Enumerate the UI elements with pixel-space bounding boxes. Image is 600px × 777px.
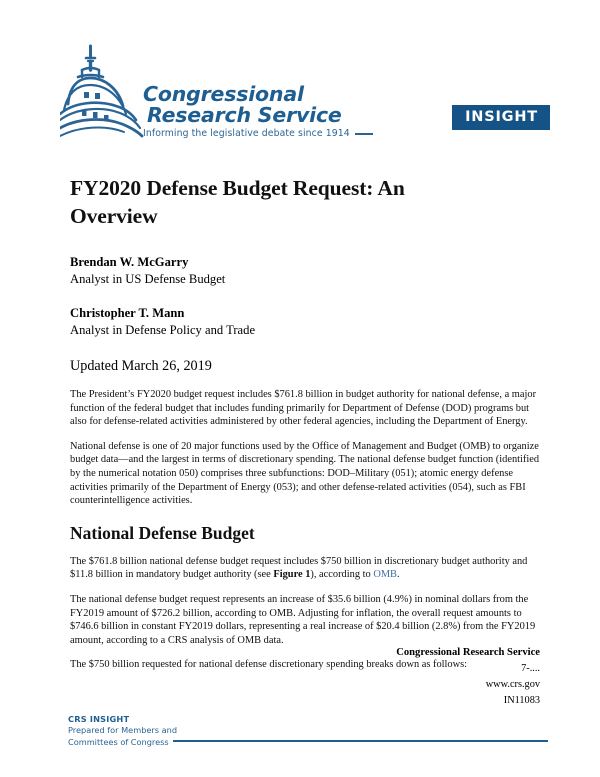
intro-paragraph-1: The President’s FY2020 budget request includes $761.8 billion in budget authority for national defense, a major function of the federal budget that includes funding primarily for Department of Defense (DOD) programs but also for defense-related activities administered by other federal agencies, including the Department of Energy. [70,389,537,428]
intro-paragraph-2: National defense is one of 20 major functions used by the Office of Management and Budget (OMB) to organize budget data—and the largest in terms of discretionary spending. The national defense budget function (identified by the numerical notation 050) comprises three subfunctions: DOD–Military (051); atomic energy defense activities primarily of the Department of Energy (053); and other defense-related activities (054), such as FBI counterintelligence activities. [70,440,540,507]
tagline-text: Informing the legislative debate since 1914 [143,128,350,139]
section-p1-text-c: . [397,569,400,581]
wordmark-line-1: Congressional [143,82,304,106]
author-block-2 [70,305,540,339]
crs-tagline [143,128,423,139]
omb-link[interactable]: OMB [373,569,397,581]
footer-prepared-row [68,737,548,749]
page-title: FY2020 Defense Budget Request: An Overview [70,176,405,228]
section-heading-national-defense-budget: National Defense Budget [70,522,255,543]
figure-reference: Figure 1 [273,569,311,581]
section-p1-text-b: ), according to [310,569,374,581]
author-role: Analyst in Defense Policy and Trade [70,323,256,337]
author-block-1 [70,254,540,288]
crs-logo [60,44,360,152]
wordmark-line-2: Research Service [147,103,342,127]
updated-date: Updated March 26, 2019 [70,358,212,374]
author-name: Brendan W. McGarry [70,255,189,269]
section-p1-text-a: The $761.8 billion national defense budget request includes $750 billion in discretionary budget authority and $11.8 billion in mandatory budget authority (see [70,555,528,581]
footer-organization: Congressional Research Service [396,647,540,658]
crs-wordmark [143,84,373,126]
section-paragraph-1 [70,555,540,582]
footer-report-number: IN11083 [503,695,540,706]
footer-prepared-line-1: Prepared for Members and [68,725,178,735]
author-name: Christopher T. Mann [70,306,185,320]
document-content [70,174,540,683]
footer-left [68,714,548,748]
crs-insight-label: CRS INSIGHT [68,714,130,724]
insight-badge: INSIGHT [452,105,550,130]
footer-right [290,645,540,709]
footer-phone: 7-.... [521,663,540,674]
masthead [60,44,550,154]
tagline-rule [355,133,373,135]
section-paragraph-2: The national defense budget request represents an increase of $35.6 billion (4.9%) in nominal dollars from the FY2019 amount of $726.2 billion, according to OMB. Adjusting for inflation, the overall request amounts to $746.6 billion in constant FY2019 dollars, representing a real increase of $20.4 billion (2.8%) from the FY2019 amount, according to a CRS analysis of OMB data. [70,593,536,646]
section-paragraph-3: The $750 billion requested for national defense discretionary spending breaks down as follows: [70,659,468,671]
author-role: Analyst in US Defense Budget [70,272,226,286]
footer-prepared-line-2: Committees of Congress [68,736,169,747]
footer-website: www.crs.gov [485,679,540,690]
footer-rule [173,740,548,742]
